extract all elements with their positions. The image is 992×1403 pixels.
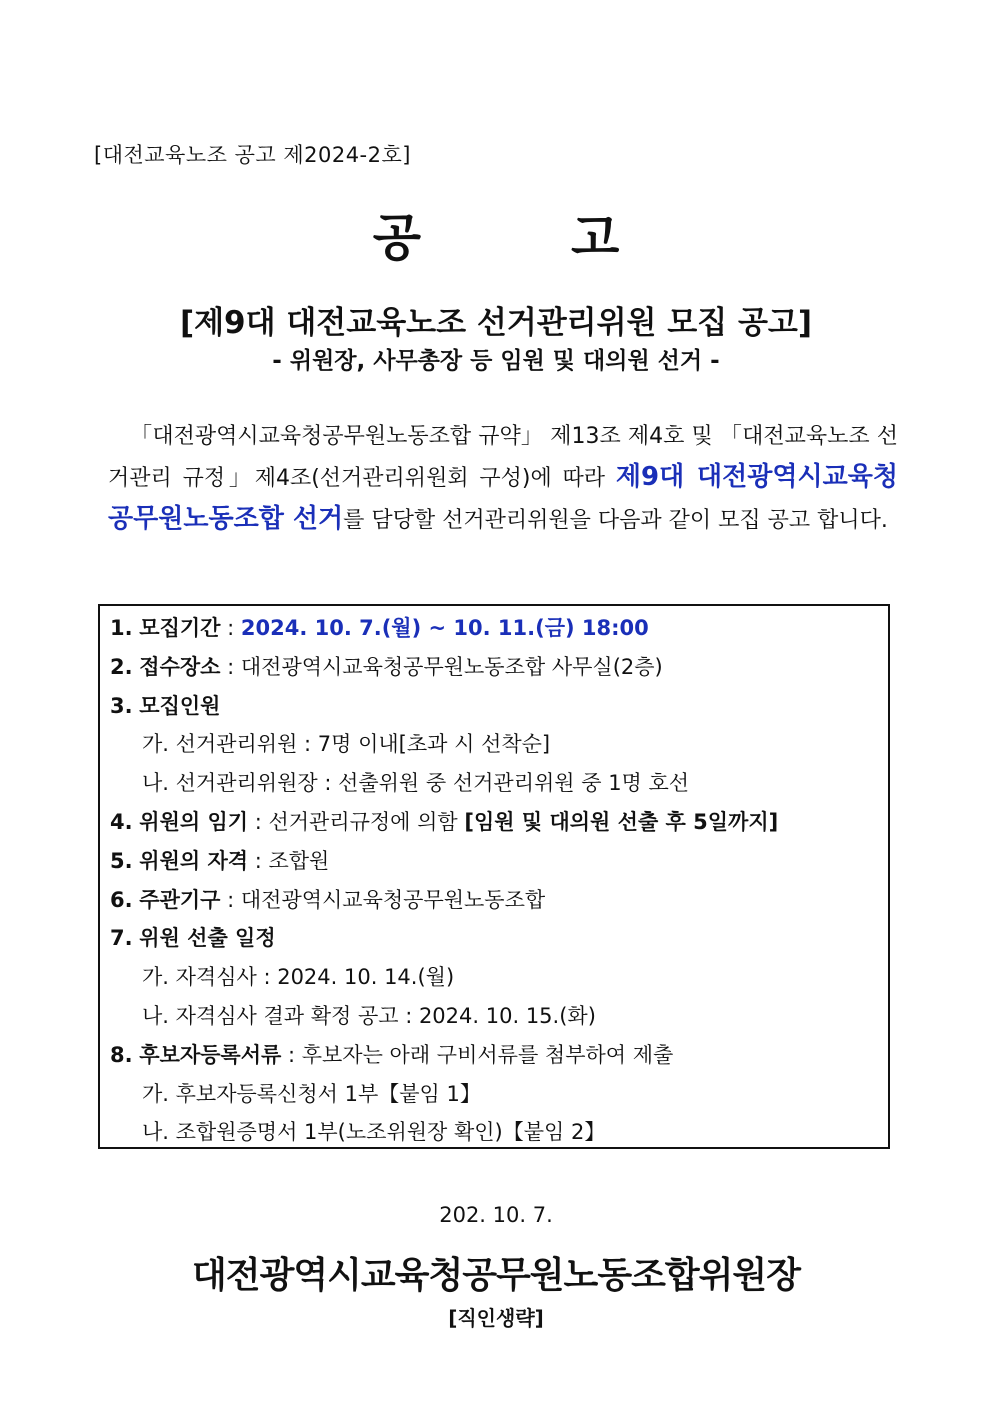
item-recruit-period (110, 609, 888, 648)
item-subline: 나. 선거관리위원장 : 선출위원 중 선거관리위원 중 1명 호선 (142, 771, 690, 796)
signer-name: 대전광역시교육청공무원노동조합위원장 (192, 1255, 800, 1296)
item-reception-place (110, 648, 888, 687)
item-number: 3. (110, 693, 133, 718)
item-recruit-count (110, 687, 888, 726)
item-value: 2024. 10. 7.(월) ~ 10. 11.(금) 18:00 (240, 616, 649, 640)
item-number: 6. (110, 887, 133, 912)
item-subline: 나. 자격심사 결과 확정 공고 : 2024. 10. 15.(화) (142, 1003, 596, 1028)
item-number: 2. (110, 654, 133, 679)
notice-subtitle-detail: - 위원장, 사무총장 등 임원 및 대의원 선거 - (272, 348, 720, 374)
item-separator: : (220, 887, 241, 912)
item-documents (110, 1036, 888, 1075)
item-separator: : (220, 616, 241, 640)
item-term (110, 803, 888, 842)
item-label: 모집기간 (139, 616, 221, 640)
item-separator: : (220, 654, 241, 679)
item-value-emphasis: [임원 및 대의원 선출 후 5일까지] (464, 809, 779, 834)
page-title: 공고 (372, 209, 770, 267)
item-value: 선거관리규정에 의함 (268, 809, 465, 834)
item-qualification (110, 842, 888, 881)
item-subline: 가. 후보자등록신청서 1부【붙임 1】 (142, 1081, 481, 1106)
item-organizer (110, 881, 888, 920)
intro-text-1: 「대전광역시교육청공무원노동조합 규약」 제13조 제4호 및 「대전교육노조 선거관리 규정」제4조(선거관리위원회 구성)에 따라 (108, 424, 898, 491)
intro-highlight: 제9대 대전광역시교육청 공무원노동조합 선거 (108, 462, 898, 534)
item-label: 위원의 자격 (139, 848, 249, 873)
item-schedule (110, 919, 888, 958)
item-separator: : (281, 1042, 302, 1067)
notice-number: [대전교육노조 공고 제2024-2호] (94, 143, 411, 167)
notice-subtitle: [제9대 대전교육노조 선거관리위원 모집 공고] (179, 305, 813, 341)
item-label: 주관기구 (139, 887, 221, 912)
intro-text-2: 를 담당할 선거관리위원을 다음과 같이 모집 공고 합니다. (343, 508, 888, 533)
item-separator: : (248, 848, 269, 873)
notice-date: 202. 10. 7. (439, 1203, 553, 1227)
item-number: 7. (110, 926, 133, 951)
item-value: 후보자는 아래 구비서류를 첨부하여 제출 (301, 1042, 674, 1067)
item-value: 조합원 (268, 848, 330, 873)
item-label: 접수장소 (139, 654, 221, 679)
item-label: 후보자등록서류 (139, 1042, 282, 1067)
item-value: 대전광역시교육청공무원노동조합 사무실(2층) (240, 654, 663, 679)
item-label: 위원의 임기 (139, 809, 249, 834)
details-box (98, 604, 890, 1149)
item-number: 5. (110, 848, 133, 873)
item-value: 대전광역시교육청공무원노동조합 (240, 887, 546, 912)
item-subline: 나. 조합원증명서 1부(노조위원장 확인)【붙임 2】 (142, 1120, 606, 1145)
intro-paragraph (108, 416, 898, 541)
item-label: 모집인원 (139, 693, 221, 718)
item-number: 1. (110, 616, 133, 640)
item-number: 8. (110, 1042, 133, 1067)
seal-note: [직인생략] (448, 1306, 544, 1330)
item-subline: 가. 자격심사 : 2024. 10. 14.(월) (142, 965, 455, 990)
item-subline: 가. 선거관리위원 : 7명 이내[초과 시 선착순] (142, 732, 551, 757)
item-separator: : (248, 809, 269, 834)
item-number: 4. (110, 809, 133, 834)
item-label: 위원 선출 일정 (139, 926, 276, 951)
